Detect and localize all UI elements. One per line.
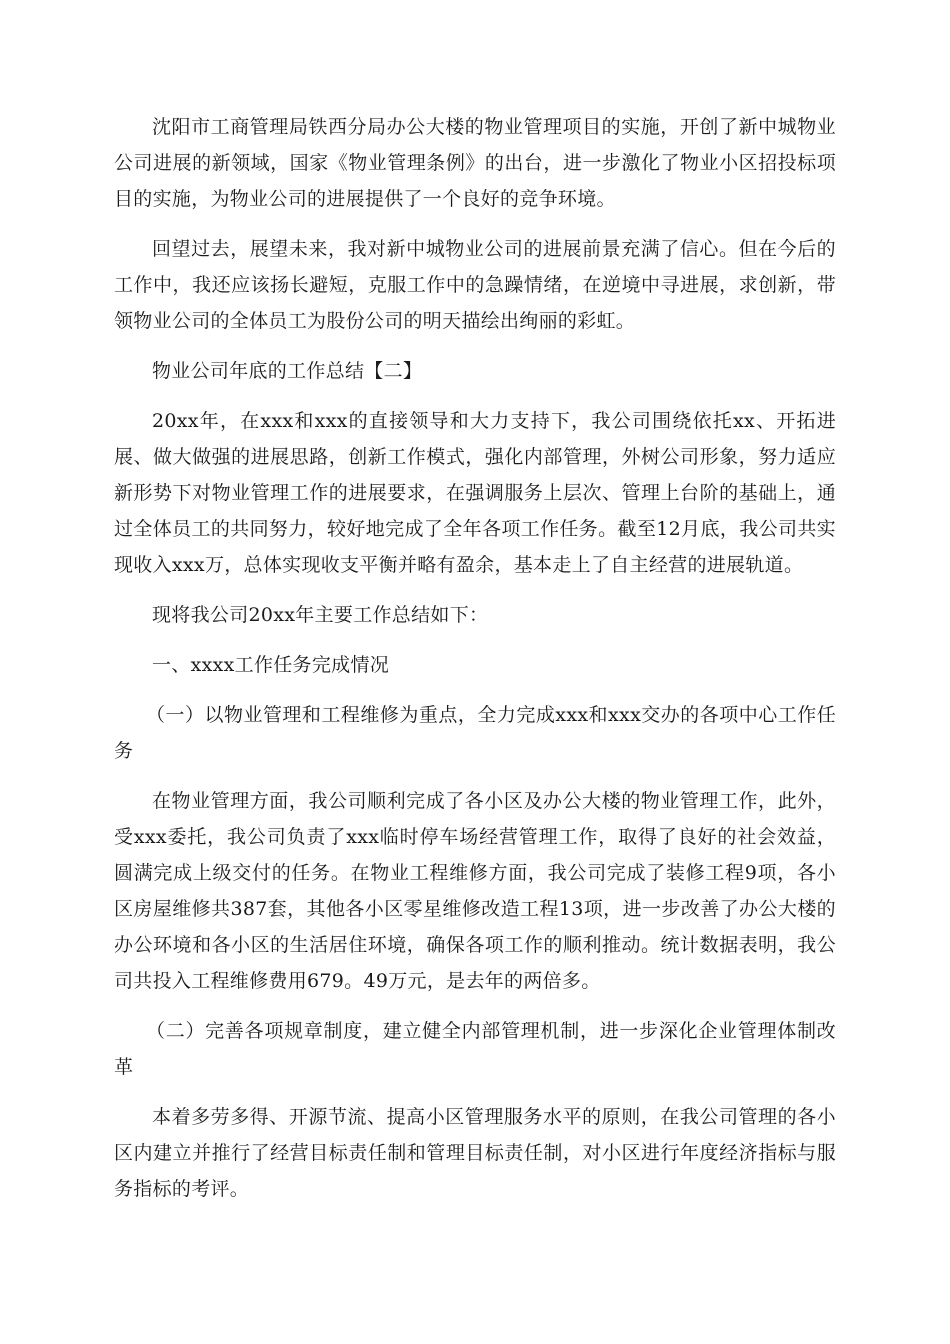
subheading-property-management: （一）以物业管理和工程维修为重点，全力完成xxx和xxx交办的各项中心工作任务: [114, 704, 836, 762]
paragraph-outlook: 回望过去，展望未来，我对新中城物业公司的进展前景充满了信心。但在今后的工作中，我还应该扬长避短，克服工作中的急躁情绪，在逆境中寻进展，求创新，带领物业公司的全体员工为股份公司的明天描绘出绚丽的彩虹。: [114, 238, 836, 332]
document-body: [114, 109, 836, 1221]
paragraph-property-management-details: 在物业管理方面，我公司顺利完成了各小区及办公大楼的物业管理工作，此外，受xxx委托，我公司负责了xxx临时停车场经营管理工作，取得了良好的社会效益，圆满完成上级交付的任务。在物业工程维修方面，我公司完成了装修工程9项，各小区房屋维修共387套，其他各小区零星维修改造工程13项，进一步改善了办公大楼的办公环境和各小区的生活居住环境，确保各项工作的顺利推动。统计数据表明，我公司共投入工程维修费用679。49万元，是去年的两倍多。: [114, 790, 836, 992]
subheading-regulations: （二）完善各项规章制度，建立健全内部管理机制，进一步深化企业管理体制改革: [114, 1020, 836, 1078]
paragraph-summary-lead: 现将我公司20xx年主要工作总结如下：: [152, 604, 489, 626]
paragraph-intro-project: 沈阳市工商管理局铁西分局办公大楼的物业管理项目的实施，开创了新中城物业公司进展的新领域，国家《物业管理条例》的出台，进一步激化了物业小区招投标项目的实施，为物业公司的进展提供了一个良好的竞争环境。: [114, 116, 836, 210]
paragraph-responsibility-system: 本着多劳多得、开源节流、提高小区管理服务水平的原则，在我公司管理的各小区内建立并推行了经营目标责任制和管理目标责任制，对小区进行年度经济指标与服务指标的考评。: [114, 1106, 836, 1200]
heading-task-completion: 一、xxxx工作任务完成情况: [152, 654, 390, 676]
section-heading-summary-two: 物业公司年底的工作总结【二】: [152, 360, 423, 382]
paragraph-annual-overview: 20xx年，在xxx和xxx的直接领导和大力支持下，我公司围绕依托xx、开拓进展、做大做强的进展思路，创新工作模式，强化内部管理，外树公司形象，努力适应新形势下对物业管理工作的进展要求，在强调服务上层次、管理上台阶的基础上，通过全体员工的共同努力，较好地完成了全年各项工作任务。截至12月底，我公司共实现收入xxx万，总体实现收支平衡并略有盈余，基本走上了自主经营的进展轨道。: [114, 410, 836, 576]
